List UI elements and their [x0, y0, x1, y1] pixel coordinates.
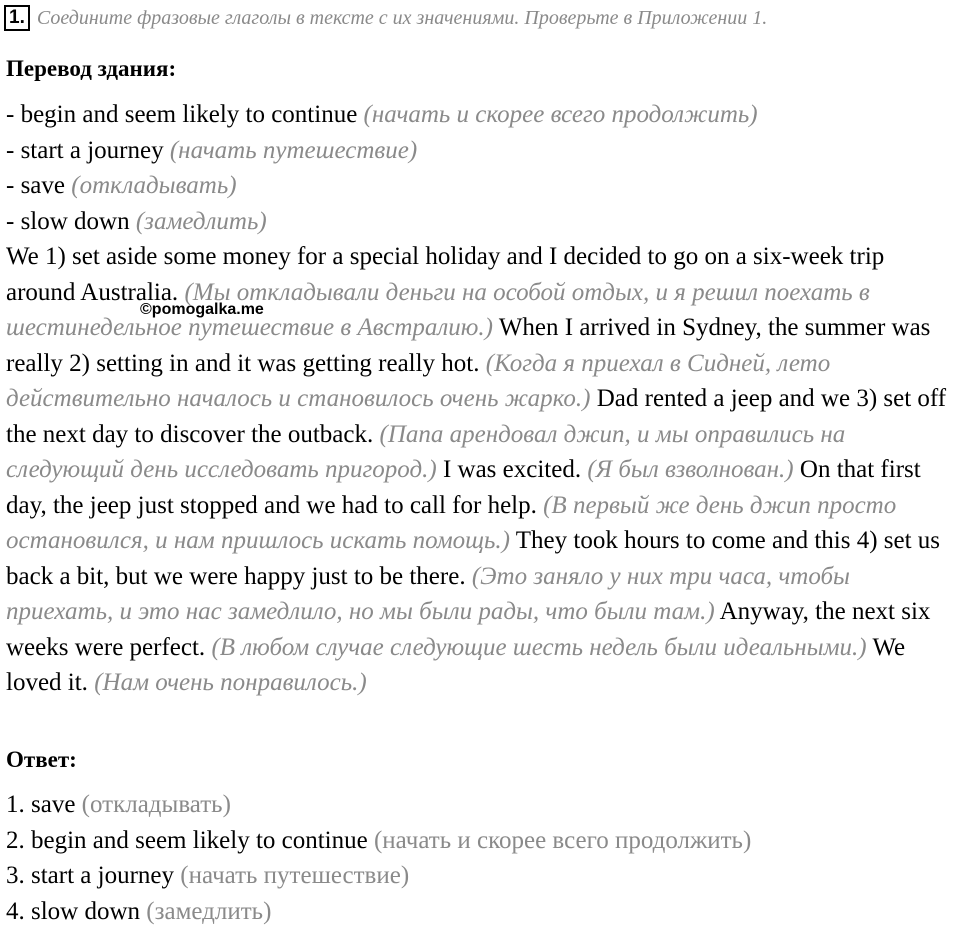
story-sentence-en: Anyway, the next six weeks were perfect.: [6, 598, 930, 661]
answer-en: 2. begin and seem likely to continue: [6, 827, 368, 854]
answer-en: 4. slow down: [6, 898, 140, 925]
meaning-ru: (замедлить): [136, 208, 267, 235]
meanings-list: [6, 97, 758, 239]
list-item: [6, 787, 751, 823]
meaning-en: - begin and seem likely to continue: [6, 101, 357, 128]
story-sentence-en: On that first day, the jeep just stopped and we had to call for help.: [6, 456, 921, 519]
story-sentence-en: We 1) set aside some money for a special holiday and I decided to go on a six-week trip around Australia.: [6, 243, 884, 306]
meaning-en: - start a journey: [6, 137, 164, 164]
task-instruction: Соедините фразовые глаголы в тексте с их значениями. Проверьте в Приложении 1.: [37, 7, 767, 30]
meaning-ru: (начать и скорее всего продолжить): [364, 101, 758, 128]
story-sentence-ru: (Мы откладывали деньги на особой отдых, и я решил поехать в шестинедельное путешествие в Австралию.): [6, 279, 870, 342]
story-sentence-en: They took hours to come and this 4) set us back a bit, but we were happy just to be there.: [6, 527, 940, 590]
answer-ru: (замедлить): [146, 898, 271, 925]
answer-ru: (начать путешествие): [180, 862, 409, 889]
story-sentence-ru: (Когда я приехал в Сидней, лето действительно началось и становилось очень жарко.): [6, 350, 830, 413]
watermark: ©pomogalka.me: [140, 301, 264, 319]
story-sentence-en: Dad rented a jeep and we 3) set off the next day to discover the outback.: [6, 385, 946, 448]
story-sentence-en: I was excited.: [443, 456, 581, 483]
meaning-en: - slow down: [6, 208, 130, 235]
story-sentence-en: When I arrived in Sydney, the summer was really 2) setting in and it was getting really hot.: [6, 314, 930, 377]
answer-en: 1. save: [6, 791, 75, 818]
answer-en: 3. start a journey: [6, 862, 174, 889]
story-sentence-ru: (Папа арендовал джип, и мы оправились на следующий день исследовать пригород.): [6, 421, 845, 484]
story-sentence-en: We loved it.: [6, 634, 905, 697]
answer-ru: (начать и скорее всего продолжить): [374, 827, 751, 854]
list-item: [6, 894, 751, 929]
list-item: [6, 97, 758, 133]
list-item: [6, 168, 758, 204]
translation-heading: Перевод здания:: [6, 55, 176, 83]
task-number: 1.: [4, 5, 30, 31]
meaning-ru: (откладывать): [71, 172, 236, 199]
task-header: [4, 5, 956, 31]
story-sentence-ru: (Нам очень понравилось.): [94, 669, 367, 696]
list-item: [6, 133, 758, 169]
answer-ru: (откладывать): [82, 791, 231, 818]
meaning-en: - save: [6, 172, 65, 199]
answers-list: [6, 787, 751, 929]
list-item: [6, 823, 751, 859]
story-sentence-ru: (Я был взволнован.): [587, 456, 793, 483]
story-sentence-ru: (В любом случае следующие шесть недель были идеальными.): [211, 634, 866, 661]
story-sentence-ru: (В первый же день джип просто остановился, и нам пришлось искать помощь.): [6, 492, 896, 555]
answer-heading: Ответ:: [6, 746, 77, 774]
story-sentence-ru: (Это заняло у них три часа, чтобы приехать, и это нас замедлило, но мы были рады, что были там.): [6, 563, 850, 626]
list-item: [6, 204, 758, 240]
meaning-ru: (начать путешествие): [170, 137, 417, 164]
list-item: [6, 858, 751, 894]
